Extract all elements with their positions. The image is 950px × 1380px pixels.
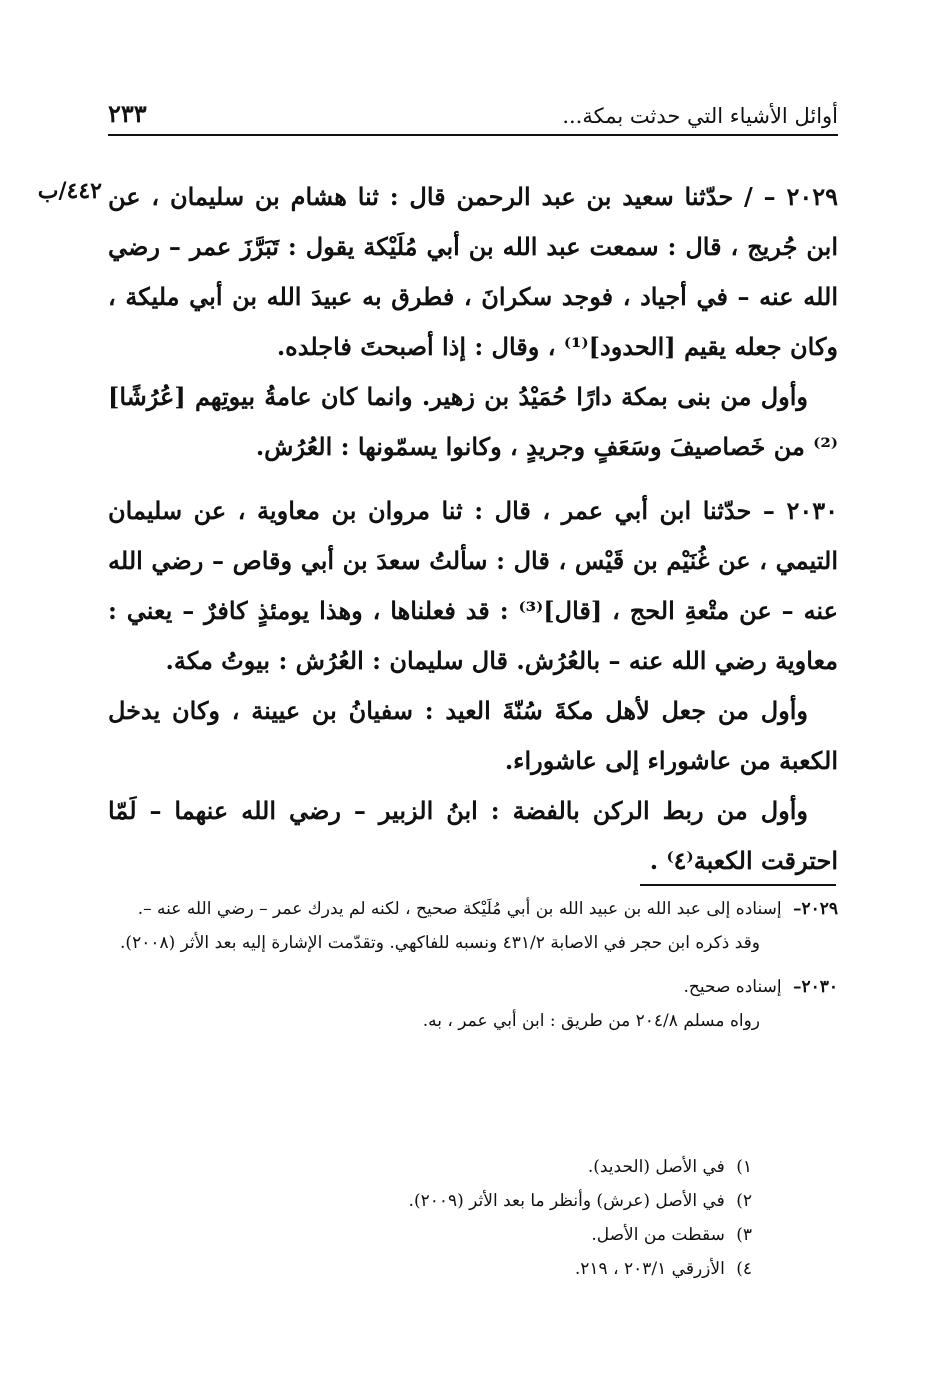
main-text: [108, 172, 838, 886]
footnote-text: الأزرقي ٢٠٣/١ ، ٢١٩.: [574, 1259, 725, 1279]
paragraph-2029: ٢٠٢٩ – / حدّثنا سعيد بن عبد الرحمن قال : ثنا هشام بن سليمان ، عن ابن جُريج ، قال : سمعت عبد الله بن أبي مُلَيْكة يقول : تَبَرَّزَ عمر – رضي الله عنه – في أجياد ، فوجد سكرانَ ، فطرق به عبيدَ الله بن أبي مليكة ، وكان جعله يقيم [الحدود]⁽¹⁾ ، وقال : إذا أصبحتَ فاجلده.: [108, 182, 838, 361]
footnote-1: [108, 1150, 838, 1184]
paragraph-eid-custom: وأول من جعل لأهل مكةَ سُنّةَ العيد : سفيانُ بن عيينة ، وكان يدخل الكعبة من عاشوراء إلى عاشوراء.: [108, 696, 838, 775]
footnote-text: في الأصل (عرش) وأنظر ما بعد الأثر (٢٠٠٩).: [408, 1191, 725, 1211]
note-text: إسناده إلى عبد الله بن عبيد الله بن أبي مُلَيْكة صحيح ، لكنه لم يدرك عمر – رضي الله عنه –.: [137, 899, 782, 919]
footnote-number: ٤): [736, 1259, 752, 1279]
footnote-3: [108, 1218, 838, 1252]
paragraph-silver-corner: وأول من ربط الركن بالفضة : ابنُ الزبير – رضي الله عنهما – لَمّا احترقت الكعبة⁽٤⁾ .: [108, 796, 838, 875]
running-title: أوائل الأشياء التي حدثت بمكة...: [562, 104, 838, 128]
manuscript-folio-marker: ٤٤٢/ب: [37, 178, 102, 204]
footnote-number: ٣): [736, 1225, 752, 1245]
note-text: إسناده صحيح.: [683, 977, 782, 997]
note-2029-extra: وقد ذكره ابن حجر في الاصابة ٤٣١/٢ ونسبه للفاكهي. وتقدّمت الإشارة إليه بعد الأثر (٢٠٠٨).: [120, 933, 760, 953]
note-ref: ٢٠٢٩–: [792, 899, 838, 919]
paragraph-first-house: وأول من بنى بمكة دارًا حُمَيْدُ بن زهير. وانما كان عامةُ بيوتِهم [عُرُشًا]⁽²⁾ من خَصاصيفَ وسَعَفٍ وجريدٍ ، وكانوا يسمّونها : العُرُش.: [108, 382, 838, 461]
note-2029: [108, 892, 838, 926]
footnote-number: ٢): [736, 1191, 752, 1211]
page-number: ٢٣٣: [108, 99, 147, 128]
footnote-number: ١): [736, 1157, 752, 1177]
page-header: [108, 92, 838, 136]
footnote-text: سقطت من الأصل.: [591, 1225, 725, 1245]
paragraph-2030: ٢٠٣٠ – حدّثنا ابن أبي عمر ، قال : ثنا مروان بن معاوية ، عن سليمان التيمي ، عن غُنَيْم بن قَيْس ، قال : سألتُ سعدَ بن أبي وقاص – رضي الله عنه – عن متْعةِ الحج ، [قال]⁽³⁾ : قد فعلناها ، وهذا يومئذٍ كافرٌ – يعني : معاوية رضي الله عنه – بالعُرُش. قال سليمان : العُرُش : بيوتُ مكة.: [108, 496, 838, 675]
note-2030-extra: رواه مسلم ٢٠٤/٨ من طريق : ابن أبي عمر ، به.: [422, 1011, 760, 1031]
footnote-4: [108, 1252, 838, 1286]
hadith-grading-notes: [108, 892, 838, 1038]
footnote-separator: [640, 884, 836, 886]
footnotes: [108, 1150, 838, 1286]
note-ref: ٢٠٣٠–: [792, 977, 838, 997]
footnote-2: [108, 1184, 838, 1218]
note-2030: [108, 970, 838, 1004]
footnote-text: في الأصل (الحديد).: [587, 1157, 725, 1177]
